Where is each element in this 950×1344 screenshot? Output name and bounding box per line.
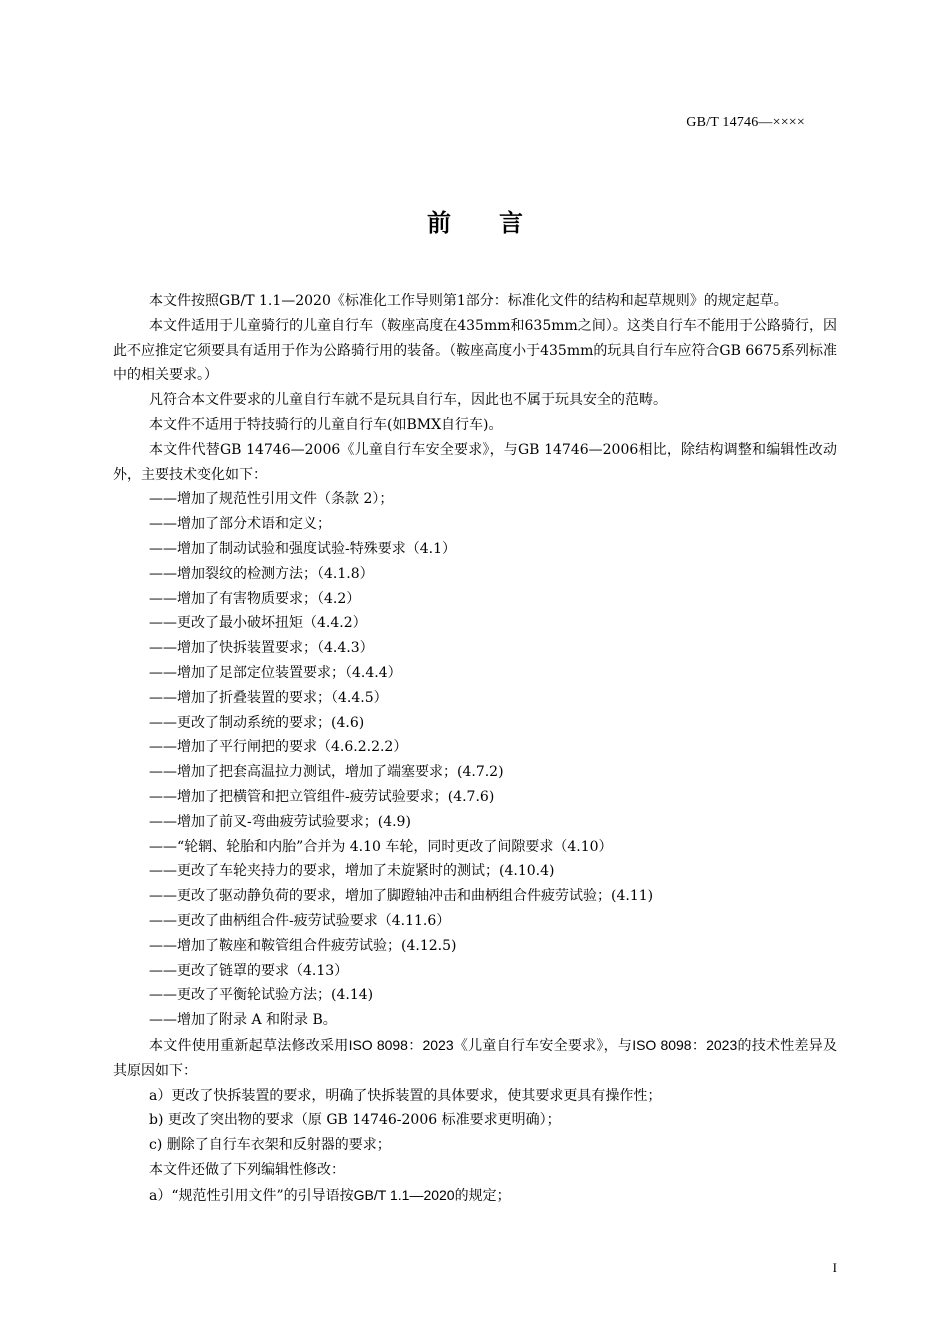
- list-item: ——增加了折叠装置的要求；（4.4.5）: [149, 689, 388, 706]
- list-item: ——增加了足部定位装置要求；（4.4.4）: [149, 664, 402, 681]
- technical-differences-list: [113, 1084, 837, 1158]
- list-item: ——增加了前叉-弯曲疲劳试验要求；(4.9): [149, 813, 411, 830]
- list-item: ——“轮辋、轮胎和内胎”合并为 4.10 车轮，同时更改了间隙要求（4.10）: [149, 838, 613, 855]
- paragraph-bmx-exclusion: 本文件不适用于特技骑行的儿童自行车(如BMX自行车)。: [149, 416, 503, 433]
- list-item: ——增加了把横管和把立管组件-疲劳试验要求；(4.7.6): [149, 788, 495, 805]
- list-item: ——增加了制动试验和强度试验-特殊要求（4.1）: [149, 540, 456, 557]
- list-item: ——增加了附录 A 和附录 B。: [149, 1012, 337, 1029]
- list-item: ——增加了规范性引用文件（条款 2）；: [149, 491, 394, 508]
- editorial-item-a-post: 的规定；: [454, 1187, 511, 1204]
- list-item: ——增加了鞍座和鞍管组合件疲劳试验；(4.12.5): [149, 937, 457, 954]
- iso-standard: ISO 8098：2023: [348, 1036, 454, 1053]
- editorial-item-a: [113, 1183, 837, 1209]
- list-item: ——更改了车轮夹持力的要求，增加了未旋紧时的测试；(4.10.4): [149, 863, 555, 880]
- list-item: ——更改了制动系统的要求；(4.6): [149, 714, 365, 731]
- iso-standard-2: ISO 8098：2023: [632, 1036, 738, 1053]
- editorial-item-a-pre: a）“规范性引用文件”的引导语按: [149, 1187, 354, 1204]
- list-item: ——增加裂纹的检测方法；（4.1.8）: [149, 565, 374, 582]
- paragraph-iso-adoption: [113, 1033, 837, 1084]
- list-item: c) 删除了自行车衣架和反射器的要求；: [149, 1137, 391, 1154]
- iso-title: 《儿童自行车安全要求》，与: [453, 1037, 633, 1054]
- paragraph-toy-exclusion: 凡符合本文件要求的儿童自行车就不是玩具自行车，因此也不属于玩具安全的范畴。: [149, 392, 667, 409]
- iso-lead: 本文件使用重新起草法修改采用: [149, 1037, 349, 1054]
- list-item: ——更改了最小破坏扭矩（4.4.2）: [149, 615, 367, 632]
- editorial-item-a-std: GB/T 1.1—2020: [353, 1186, 455, 1203]
- list-item: a）更改了快拆装置的要求，明确了快拆装置的具体要求，使其要求更具有操作性；: [149, 1087, 662, 1104]
- list-item: ——增加了有害物质要求；（4.2）: [149, 590, 361, 607]
- list-item: ——更改了曲柄组合件-疲劳试验要求（4.11.6）: [149, 912, 451, 929]
- paragraph-editorial-intro: 本文件还做了下列编辑性修改：: [149, 1161, 345, 1178]
- list-item: ——更改了平衡轮试验方法；(4.14): [149, 987, 374, 1004]
- document-body: [113, 289, 837, 1208]
- list-item: ——增加了快拆装置要求；（4.4.3）: [149, 640, 374, 657]
- page-title: 前言: [427, 209, 571, 237]
- list-item: ——增加了部分术语和定义；: [149, 516, 331, 533]
- list-item: ——更改了驱动静负荷的要求，增加了脚蹬轴冲击和曲柄组合件疲劳试验；(4.11): [149, 888, 654, 905]
- standard-number: GB/T 14746—××××: [686, 115, 805, 130]
- list-item: b) 更改了突出物的要求（原 GB 14746-2006 标准要求更明确）；: [149, 1112, 561, 1129]
- list-item: ——增加了平行闸把的要求（4.6.2.2.2）: [149, 739, 408, 756]
- page-number: I: [832, 1260, 837, 1275]
- paragraph-applicability: 本文件适用于儿童骑行的儿童自行车（鞍座高度在435mm和635mm之间）。这类自行车不能用于公路骑行，因此不应推定它须要具有适用于作为公路骑行用的装备。（鞍座高度小于435mm的玩具自行车应符合GB 6675系列标准中的相关要求。）: [113, 317, 837, 384]
- paragraph-scope: 本文件按照GB/T 1.1—2020《标准化工作导则第1部分：标准化文件的结构和起草规则》的规定起草。: [149, 293, 788, 309]
- technical-changes-list: [113, 487, 837, 1033]
- list-item: ——增加了把套高温拉力测试，增加了端塞要求；(4.7.2): [149, 764, 504, 781]
- iso-tail: 的技术性差异及其原因如下：: [113, 1037, 838, 1079]
- paragraph-replacement: 本文件代替GB 14746—2006《儿童自行车安全要求》，与GB 14746—2006相比，除结构调整和编辑性改动外，主要技术变化如下：: [113, 441, 837, 483]
- list-item: ——更改了链罩的要求（4.13）: [149, 962, 349, 979]
